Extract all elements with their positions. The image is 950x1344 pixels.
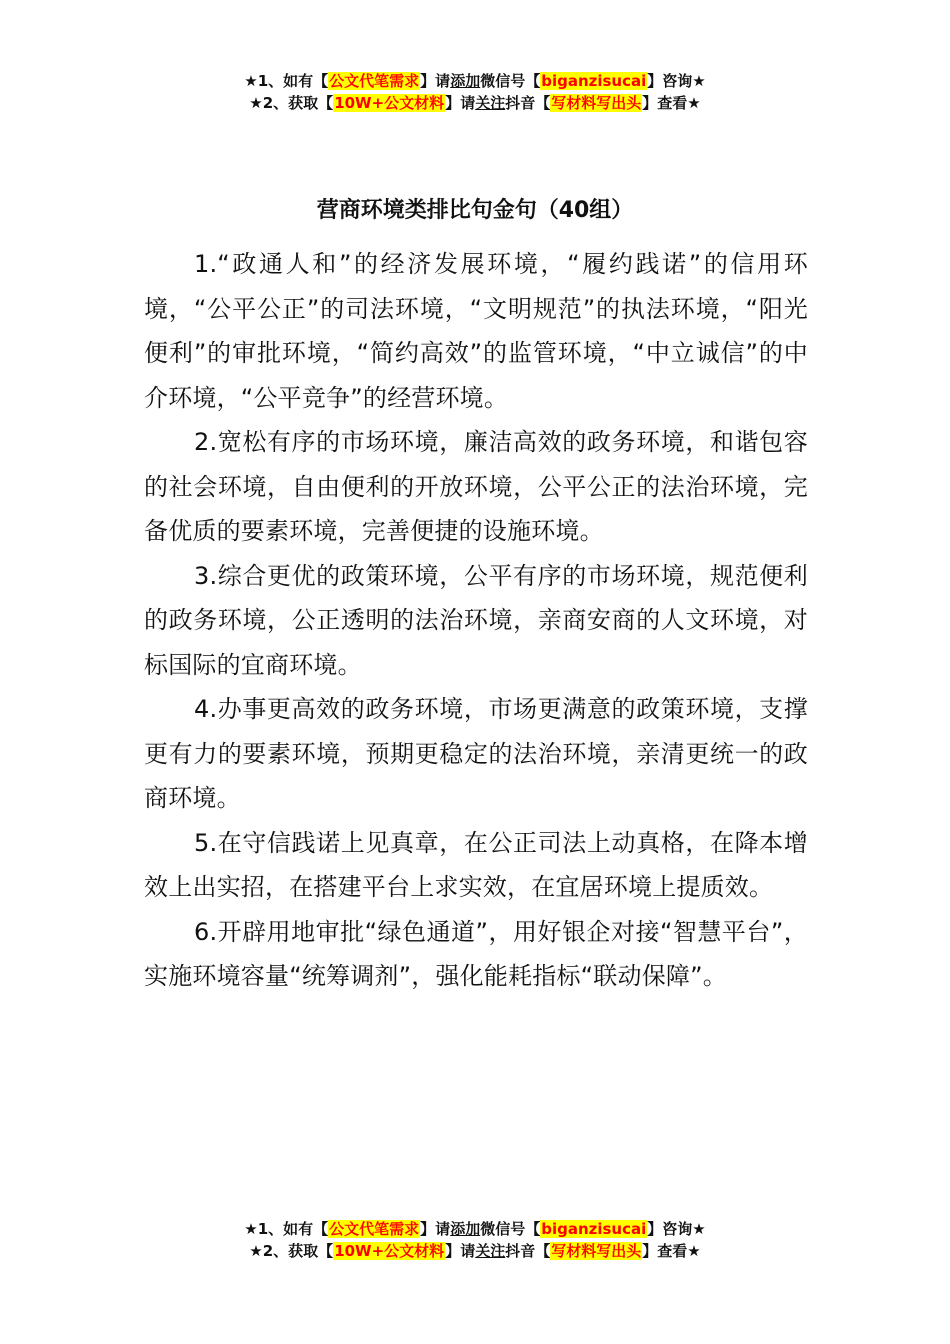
footer-line-1: ★1、如有【公文代笔需求】请添加微信号【biganzisucai】咨询★	[244, 1220, 706, 1238]
highlight-materials: 10W+公文材料	[334, 94, 445, 112]
paragraph-2: 2.宽松有序的市场环境，廉洁高效的政务环境，和谐包容的社会环境，自由便利的开放环境，公平公正的法治环境，完备优质的要素环境，完善便捷的设施环境。	[144, 428, 808, 545]
document-title: 营商环境类排比句金句（40组）	[316, 198, 634, 223]
highlight-wechat-id: biganzisucai	[541, 1220, 647, 1238]
paragraph-4: 4.办事更高效的政务环境，市场更满意的政策环境，支撑更有力的要素环境，预期更稳定的法治环境，亲清更统一的政商环境。	[144, 695, 808, 812]
highlight-wechat-id: biganzisucai	[541, 72, 647, 90]
paragraph-3: 3.综合更优的政策环境，公平有序的市场环境，规范便利的政务环境，公正透明的法治环境，亲商安商的人文环境，对标国际的宜商环境。	[144, 561, 808, 679]
highlight-service: 公文代笔需求	[329, 72, 420, 90]
highlight-materials: 10W+公文材料	[334, 1242, 445, 1260]
header-banner	[0, 70, 950, 114]
highlight-douyin-account: 写材料写出头	[551, 94, 642, 112]
banner-line-1: ★1、如有【公文代笔需求】请添加微信号【biganzisucai】咨询★	[244, 72, 706, 90]
highlight-douyin-account: 写材料写出头	[551, 1242, 642, 1260]
banner-line-2: ★2、获取【10W+公文材料】请关注抖音【写材料写出头】查看★	[249, 94, 701, 112]
paragraph-5: 5.在守信践诺上见真章，在公正司法上动真格，在降本增效上出实招，在搭建平台上求实效，在宜居环境上提质效。	[144, 828, 808, 901]
document-body	[144, 242, 808, 999]
footer-banner	[0, 1218, 950, 1262]
highlight-service: 公文代笔需求	[329, 1220, 420, 1238]
paragraph-1: 1.“政通人和”的经济发展环境，“履约践诺”的信用环境，“公平公正”的司法环境，“文明规范”的执法环境，“阳光便利”的审批环境，“简约高效”的监管环境，“中立诚信”的中介环境，“公平竞争”的经营环境。	[144, 250, 808, 412]
footer-line-2: ★2、获取【10W+公文材料】请关注抖音【写材料写出头】查看★	[249, 1242, 701, 1260]
paragraph-6: 6.开辟用地审批“绿色通道”，用好银企对接“智慧平台”，实施环境容量“统筹调剂”，强化能耗指标“联动保障”。	[144, 917, 808, 990]
